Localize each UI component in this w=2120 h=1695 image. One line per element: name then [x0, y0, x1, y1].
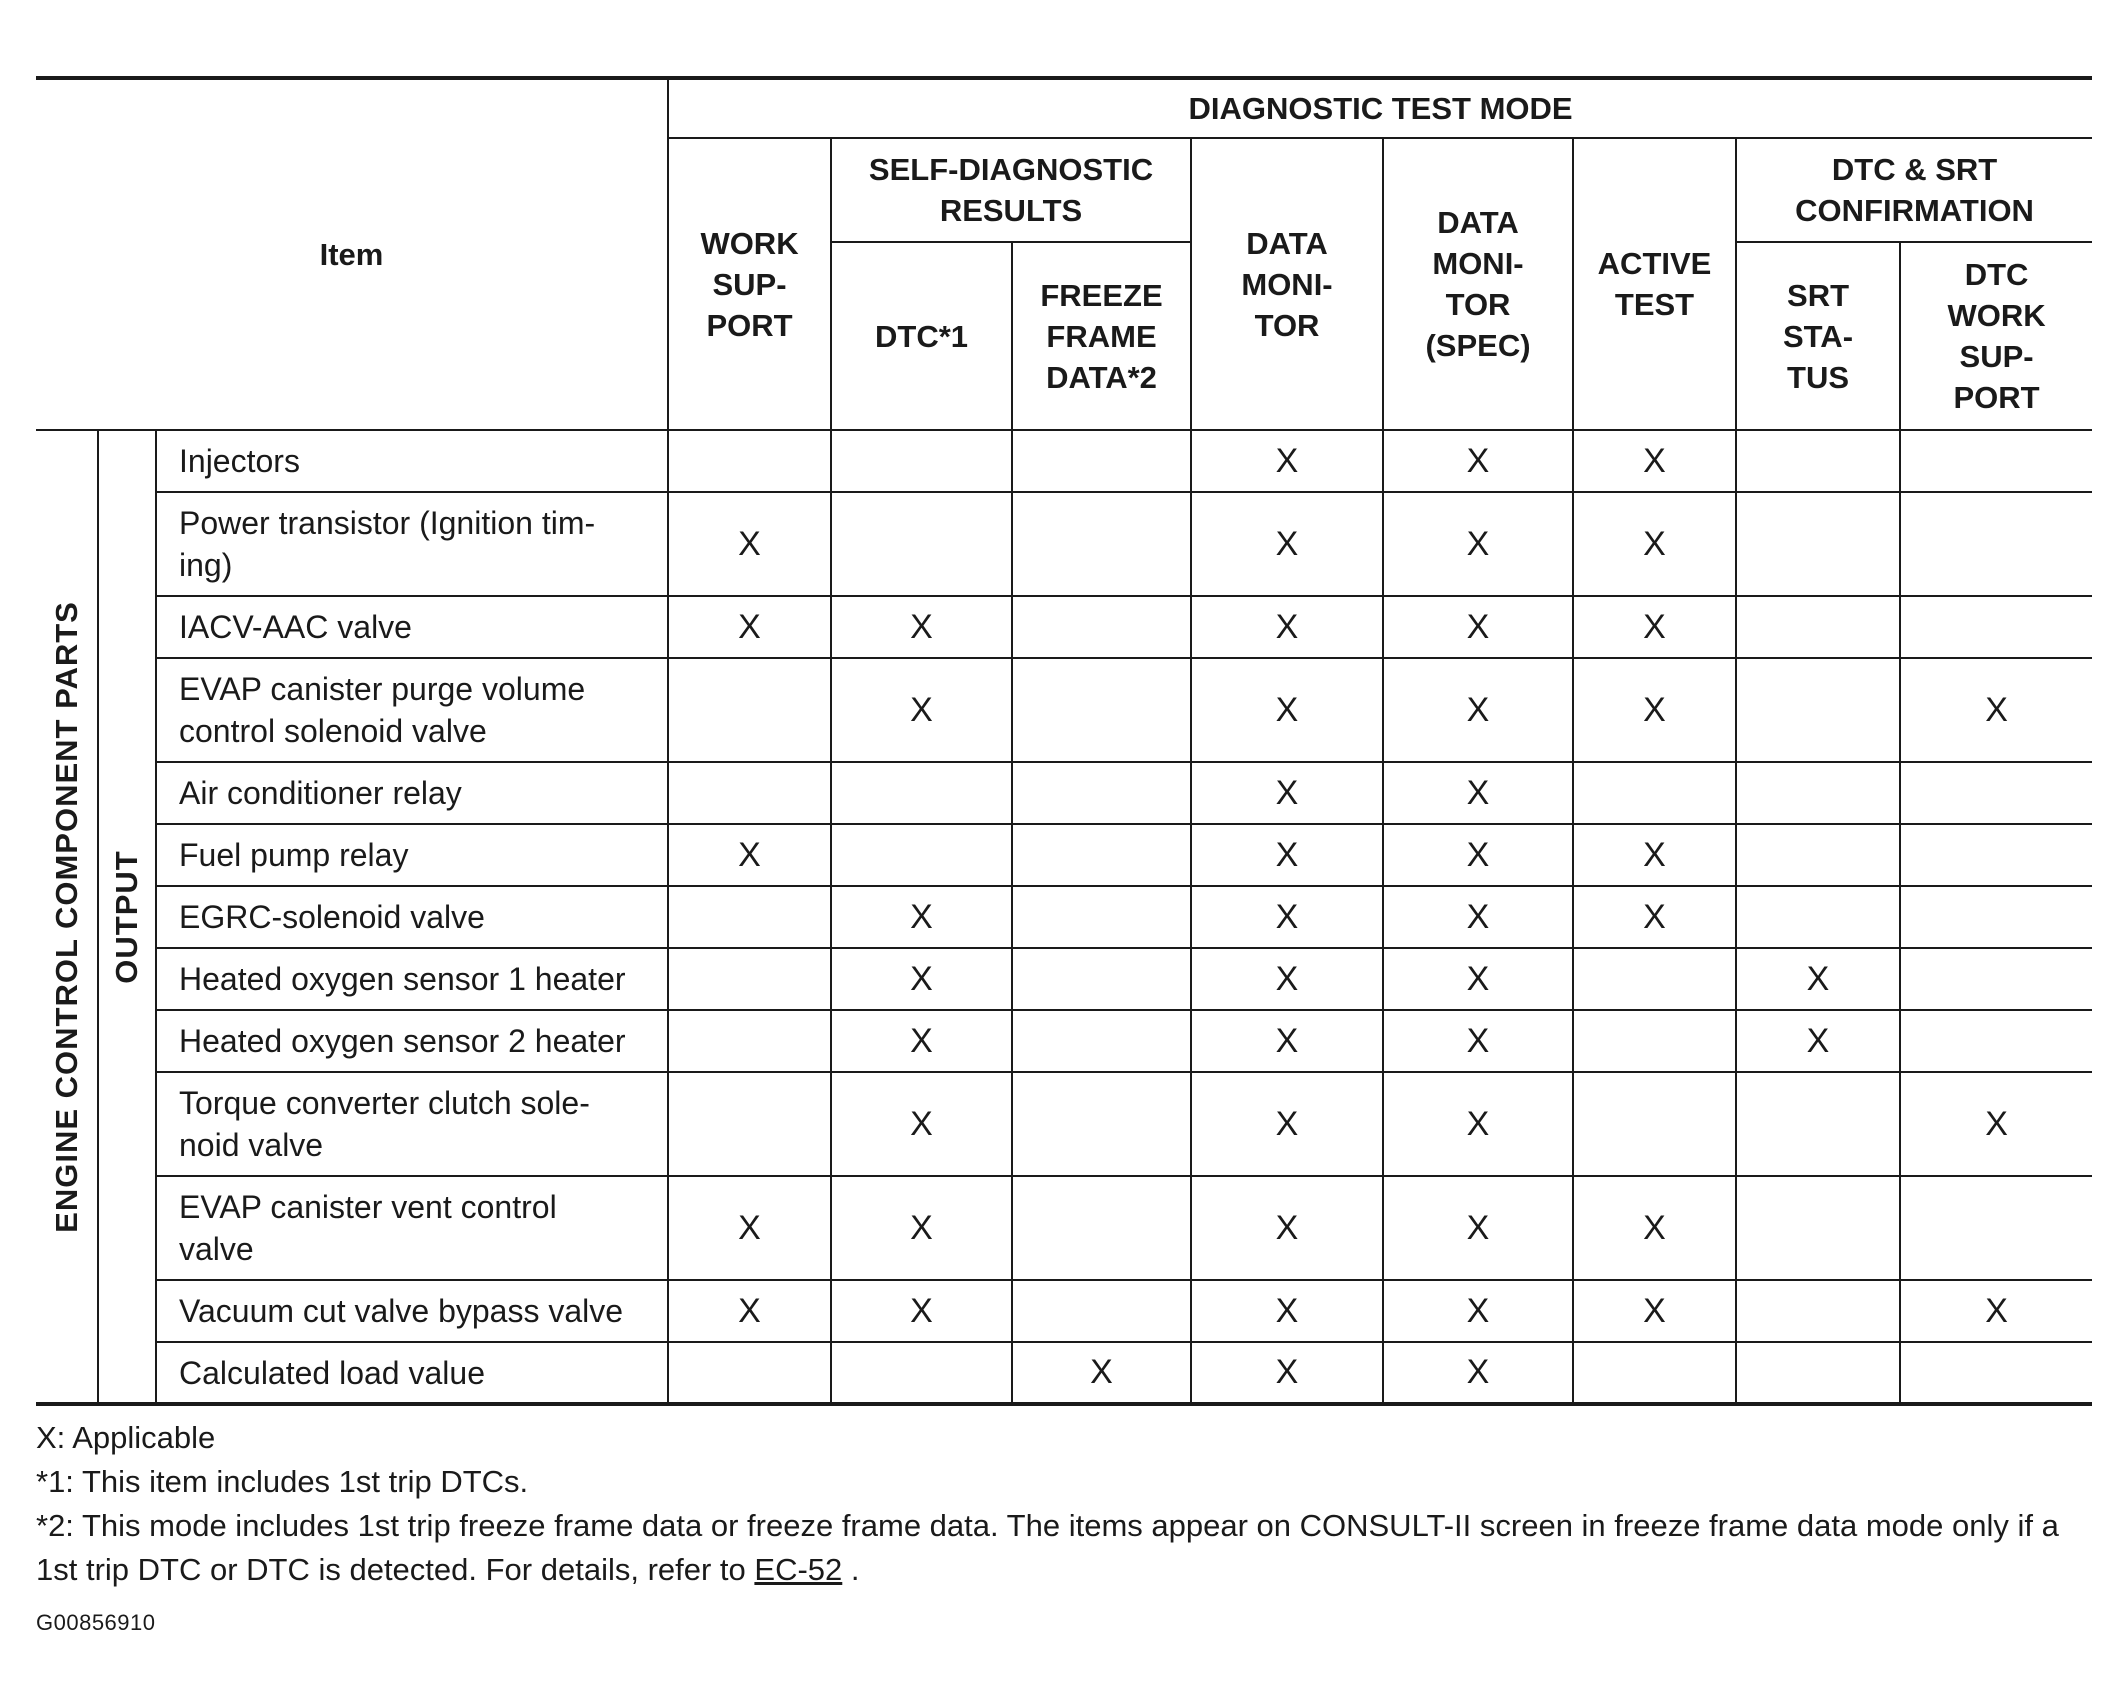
- diagnostic-mode-table: [36, 76, 2092, 1406]
- legend-note: X: Applicable: [36, 1420, 216, 1455]
- table-row: [36, 1342, 2092, 1404]
- applicable-mark: X: [1736, 1010, 1900, 1072]
- applicable-mark: [1573, 762, 1736, 824]
- dtc-header: DTC*1: [831, 242, 1012, 430]
- applicable-mark: [1736, 824, 1900, 886]
- applicable-mark: X: [1573, 430, 1736, 492]
- applicable-mark: X: [1191, 886, 1383, 948]
- footnote-2: [36, 1504, 2092, 1592]
- applicable-mark: X: [1383, 886, 1573, 948]
- item-name: EGRC-solenoid valve: [156, 886, 668, 948]
- applicable-mark: [668, 1072, 831, 1176]
- applicable-mark: [831, 762, 1012, 824]
- applicable-mark: X: [1383, 1342, 1573, 1404]
- applicable-mark: X: [831, 1010, 1012, 1072]
- applicable-mark: X: [1900, 1072, 2092, 1176]
- applicable-mark: [831, 430, 1012, 492]
- applicable-mark: X: [1191, 658, 1383, 762]
- applicable-mark: X: [831, 658, 1012, 762]
- applicable-mark: X: [1573, 596, 1736, 658]
- applicable-mark: [1736, 1176, 1900, 1280]
- applicable-mark: X: [1383, 762, 1573, 824]
- applicable-mark: X: [668, 824, 831, 886]
- applicable-mark: X: [1191, 1072, 1383, 1176]
- applicable-mark: X: [1383, 1010, 1573, 1072]
- applicable-mark: X: [1573, 824, 1736, 886]
- applicable-mark: [1012, 1072, 1191, 1176]
- footnotes: [36, 1416, 2092, 1592]
- applicable-mark: X: [1573, 658, 1736, 762]
- item-name: Power transistor (Ignition tim- ing): [156, 492, 668, 596]
- applicable-mark: [831, 824, 1012, 886]
- self-diagnostic-results-header: SELF-DIAGNOSTIC RESULTS: [831, 138, 1191, 242]
- applicable-mark: [1736, 1342, 1900, 1404]
- applicable-mark: X: [831, 1072, 1012, 1176]
- applicable-mark: X: [1191, 824, 1383, 886]
- table-row: [36, 824, 2092, 886]
- applicable-mark: X: [831, 1176, 1012, 1280]
- applicable-mark: X: [831, 1280, 1012, 1342]
- applicable-mark: [1900, 762, 2092, 824]
- footnote-2-text: *2: This mode includes 1st trip freeze frame data or freeze frame data. The items appear on CONSULT-II screen in freeze frame data mode only if a 1st trip DTC or DTC is detected. For details, refer to: [36, 1508, 2059, 1587]
- applicable-mark: X: [1736, 948, 1900, 1010]
- applicable-mark: [1012, 1010, 1191, 1072]
- output-label-text: OUTPUT: [109, 849, 144, 984]
- dtc-srt-confirmation-header: DTC & SRT CONFIRMATION: [1736, 138, 2092, 242]
- applicable-mark: X: [1191, 1176, 1383, 1280]
- applicable-mark: X: [1383, 492, 1573, 596]
- applicable-mark: [1736, 1072, 1900, 1176]
- applicable-mark: X: [1191, 1010, 1383, 1072]
- data-monitor-spec-header: DATA MONI- TOR (SPEC): [1383, 138, 1573, 430]
- table-row: [36, 596, 2092, 658]
- srt-status-header: SRT STA- TUS: [1736, 242, 1900, 430]
- applicable-mark: [668, 430, 831, 492]
- applicable-mark: [1736, 658, 1900, 762]
- applicable-mark: [1573, 948, 1736, 1010]
- applicable-mark: [1900, 1010, 2092, 1072]
- applicable-mark: [1900, 430, 2092, 492]
- applicable-mark: X: [1383, 824, 1573, 886]
- applicable-mark: X: [1383, 658, 1573, 762]
- data-monitor-header: DATA MONI- TOR: [1191, 138, 1383, 430]
- table-row: [36, 1280, 2092, 1342]
- applicable-mark: [1736, 492, 1900, 596]
- item-name: Fuel pump relay: [156, 824, 668, 886]
- applicable-mark: [831, 1342, 1012, 1404]
- table-row: [36, 762, 2092, 824]
- applicable-mark: [1736, 1280, 1900, 1342]
- applicable-mark: X: [1383, 1072, 1573, 1176]
- applicable-mark: [1736, 596, 1900, 658]
- item-name: Injectors: [156, 430, 668, 492]
- applicable-mark: [1900, 824, 2092, 886]
- freeze-frame-data-header: FREEZE FRAME DATA*2: [1012, 242, 1191, 430]
- item-name: Heated oxygen sensor 2 heater: [156, 1010, 668, 1072]
- work-support-header: WORK SUP- PORT: [668, 138, 831, 430]
- applicable-mark: [1012, 762, 1191, 824]
- applicable-mark: X: [1383, 596, 1573, 658]
- table-row: [36, 492, 2092, 596]
- applicable-mark: X: [1191, 430, 1383, 492]
- applicable-mark: X: [1191, 492, 1383, 596]
- applicable-mark: X: [1573, 1280, 1736, 1342]
- applicable-mark: [668, 886, 831, 948]
- table-row: [36, 948, 2092, 1010]
- applicable-mark: X: [1573, 886, 1736, 948]
- applicable-mark: [1900, 596, 2092, 658]
- applicable-mark: X: [668, 492, 831, 596]
- table-body: [36, 430, 2092, 1404]
- applicable-mark: [668, 1342, 831, 1404]
- group-label-text: ENGINE CONTROL COMPONENT PARTS: [48, 600, 84, 1233]
- applicable-mark: X: [1191, 762, 1383, 824]
- applicable-mark: [1012, 948, 1191, 1010]
- applicable-mark: [1736, 886, 1900, 948]
- applicable-mark: [1900, 492, 2092, 596]
- applicable-mark: [1012, 824, 1191, 886]
- table-row: [36, 658, 2092, 762]
- applicable-mark: [1573, 1010, 1736, 1072]
- applicable-mark: [1012, 658, 1191, 762]
- table-row: [36, 430, 2092, 492]
- table-row: [36, 1176, 2092, 1280]
- applicable-mark: [1573, 1072, 1736, 1176]
- applicable-mark: X: [668, 1280, 831, 1342]
- applicable-mark: X: [1012, 1342, 1191, 1404]
- applicable-mark: [1900, 948, 2092, 1010]
- applicable-mark: X: [1383, 430, 1573, 492]
- applicable-mark: [1573, 1342, 1736, 1404]
- engine-control-component-parts-label: [36, 430, 98, 1404]
- applicable-mark: [1012, 1280, 1191, 1342]
- table-row: [36, 1072, 2092, 1176]
- item-name: Torque converter clutch sole- noid valve: [156, 1072, 668, 1176]
- applicable-mark: [668, 658, 831, 762]
- applicable-mark: X: [1191, 948, 1383, 1010]
- applicable-mark: [1012, 596, 1191, 658]
- diagnostic-test-mode-header: DIAGNOSTIC TEST MODE: [668, 78, 2092, 138]
- table-row: [36, 1010, 2092, 1072]
- applicable-mark: [1900, 1176, 2092, 1280]
- footnote-1: *1: This item includes 1st trip DTCs.: [36, 1464, 529, 1499]
- applicable-mark: [1736, 762, 1900, 824]
- applicable-mark: X: [1383, 948, 1573, 1010]
- item-name: Calculated load value: [156, 1342, 668, 1404]
- applicable-mark: X: [1191, 596, 1383, 658]
- item-name: Heated oxygen sensor 1 heater: [156, 948, 668, 1010]
- footnote-2-end: .: [842, 1552, 860, 1587]
- item-name: EVAP canister vent control valve: [156, 1176, 668, 1280]
- item-column-header: Item: [36, 78, 668, 430]
- applicable-mark: [668, 1010, 831, 1072]
- applicable-mark: [1900, 886, 2092, 948]
- item-name: Air conditioner relay: [156, 762, 668, 824]
- applicable-mark: X: [1900, 658, 2092, 762]
- document: [36, 76, 2092, 1636]
- reference-code: G00856910: [36, 1610, 156, 1635]
- applicable-mark: [668, 762, 831, 824]
- applicable-mark: [1736, 430, 1900, 492]
- applicable-mark: X: [1383, 1176, 1573, 1280]
- item-name: EVAP canister purge volume control solenoid valve: [156, 658, 668, 762]
- item-name: Vacuum cut valve bypass valve: [156, 1280, 668, 1342]
- applicable-mark: X: [1573, 492, 1736, 596]
- applicable-mark: X: [831, 948, 1012, 1010]
- applicable-mark: X: [831, 596, 1012, 658]
- applicable-mark: [1900, 1342, 2092, 1404]
- applicable-mark: [1012, 492, 1191, 596]
- table-row: [36, 886, 2092, 948]
- applicable-mark: [668, 948, 831, 1010]
- applicable-mark: [1012, 1176, 1191, 1280]
- applicable-mark: X: [1573, 1176, 1736, 1280]
- item-name: IACV-AAC valve: [156, 596, 668, 658]
- applicable-mark: X: [1383, 1280, 1573, 1342]
- applicable-mark: X: [668, 596, 831, 658]
- applicable-mark: [831, 492, 1012, 596]
- applicable-mark: [1012, 886, 1191, 948]
- dtc-work-support-header: DTC WORK SUP- PORT: [1900, 242, 2092, 430]
- applicable-mark: X: [1191, 1280, 1383, 1342]
- ec-52-link[interactable]: EC-52: [754, 1552, 843, 1587]
- applicable-mark: X: [668, 1176, 831, 1280]
- applicable-mark: X: [1191, 1342, 1383, 1404]
- applicable-mark: [1012, 430, 1191, 492]
- output-label: [98, 430, 156, 1404]
- applicable-mark: X: [831, 886, 1012, 948]
- applicable-mark: X: [1900, 1280, 2092, 1342]
- active-test-header: ACTIVE TEST: [1573, 138, 1736, 430]
